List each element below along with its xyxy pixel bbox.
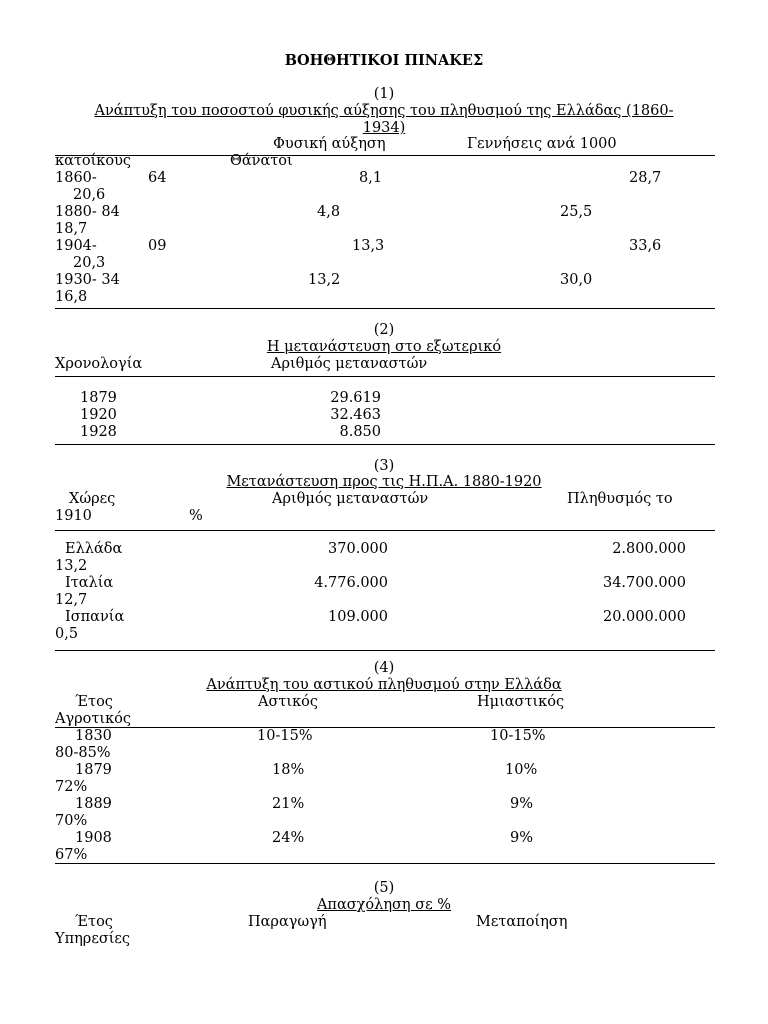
table-cell: 1930- 34 [55,272,120,288]
table-cell: 70% [55,813,88,829]
section-4-header-rural: Αγροτικός [55,711,132,727]
table-cell: 9% [510,796,534,812]
table-cell: 1879 [75,762,112,778]
table-cell: 24% [272,830,305,846]
table-cell: 1908 [75,830,112,846]
section-3-header-percent: % [189,508,203,524]
table-cell: 1928 [80,424,117,440]
section-1-header-natural-increase: Φυσική αύξηση [273,136,386,152]
table-cell: 8,1 [359,170,383,186]
section-1-title-line-2: 1934) [362,120,406,136]
section-5-header-year: Έτος [75,914,113,930]
table-cell: 80-85% [55,745,111,761]
section-5-header-production: Παραγωγή [248,914,327,930]
table-cell: 4.776.000 [314,575,388,591]
section-2-bottom-rule [55,444,715,445]
table-cell: 18% [272,762,305,778]
table-cell: 25,5 [560,204,593,220]
section-1-header-rule [55,155,715,156]
table-cell: 1920 [80,407,117,423]
table-cell: 1830 [75,728,112,744]
section-1-bottom-rule [55,308,715,309]
table-cell: 28,7 [629,170,662,186]
section-4-header-semi-urban: Ημιαστικός [477,694,565,710]
section-3-header-population: Πληθυσμός το [567,491,673,507]
table-cell: Ελλάδα [65,541,123,557]
table-cell: 1879 [80,390,117,406]
table-cell: 64 [148,170,167,186]
table-cell: Ιταλία [65,575,114,591]
table-cell: 13,2 [308,272,341,288]
section-2-number: (2) [373,322,395,338]
section-1-header-births: Γεννήσεις ανά 1000 [467,136,617,152]
table-cell: 16,8 [55,289,88,305]
table-cell: 109.000 [328,609,388,625]
table-cell: 21% [272,796,305,812]
section-2-header-rule [55,376,715,377]
document-title: ΒΟΗΘΗΤΙΚΟΙ ΠΙΝΑΚΕΣ [284,52,484,69]
section-3-header-rule [55,530,715,531]
section-2-title: Η μετανάστευση στο εξωτερικό [266,339,502,355]
table-cell: 72% [55,779,88,795]
section-3-header-emigrants: Αριθμός μεταναστών [272,491,429,507]
table-cell: Ισπανία [65,609,125,625]
section-1-number: (1) [373,86,395,102]
section-2-header-emigrants: Αριθμός μεταναστών [271,356,428,372]
table-cell: 30,0 [560,272,593,288]
section-3-title: Μετανάστευση προς τις Η.Π.Α. 1880-1920 [226,474,542,490]
table-cell: 1860- [55,170,97,186]
table-cell: 13,2 [55,558,88,574]
table-cell: 1880- 84 [55,204,120,220]
section-5-title: Απασχόληση σε % [316,897,452,913]
table-cell: 9% [510,830,534,846]
section-4-number: (4) [373,660,395,676]
table-cell: 34.700.000 [602,575,686,591]
table-cell: 4,8 [317,204,341,220]
table-cell: 2.800.000 [612,541,686,557]
table-cell: 29.619 [330,390,381,406]
table-cell: 67% [55,847,88,863]
table-cell: 370.000 [328,541,388,557]
section-2-header-chronology: Χρονολογία [55,356,143,372]
section-5-header-manufacturing: Μεταποίηση [476,914,568,930]
table-cell: 1904- [55,238,97,254]
section-4-bottom-rule [55,863,715,864]
table-cell: 20,6 [73,187,106,203]
table-cell: 10-15% [490,728,546,744]
table-cell: 12,7 [55,592,88,608]
section-4-header-year: Έτος [75,694,113,710]
section-5-number: (5) [373,880,395,896]
section-3-header-year: 1910 [55,508,92,524]
table-cell: 20.000.000 [602,609,686,625]
table-cell: 10% [505,762,538,778]
section-3-header-countries: Χώρες [69,491,116,507]
table-cell: 18,7 [55,221,88,237]
table-cell: 09 [148,238,167,254]
section-4-header-rule [55,727,715,728]
section-1-header-inhabitants: κατοίκους [55,153,132,169]
section-4-title: Ανάπτυξη του αστικού πληθυσμού στην Ελλάδα [206,677,562,693]
table-cell: 32.463 [330,407,381,423]
table-cell: 20,3 [73,255,106,271]
table-cell: 1889 [75,796,112,812]
section-3-bottom-rule [55,650,715,651]
section-3-number: (3) [373,458,395,474]
table-cell: 0,5 [55,626,79,642]
section-4-header-urban: Αστικός [258,694,318,710]
table-cell: 33,6 [629,238,662,254]
table-cell: 10-15% [257,728,313,744]
section-5-header-services: Υπηρεσίες [55,931,131,947]
section-1-title-line-1: Ανάπτυξη του ποσοστού φυσικής αύξησης του πληθυσμού της Ελλάδας (1860- [94,103,674,119]
section-1-header-deaths: Θάνατοι [230,153,293,169]
table-cell: 13,3 [352,238,385,254]
table-cell: 8.850 [339,424,381,440]
